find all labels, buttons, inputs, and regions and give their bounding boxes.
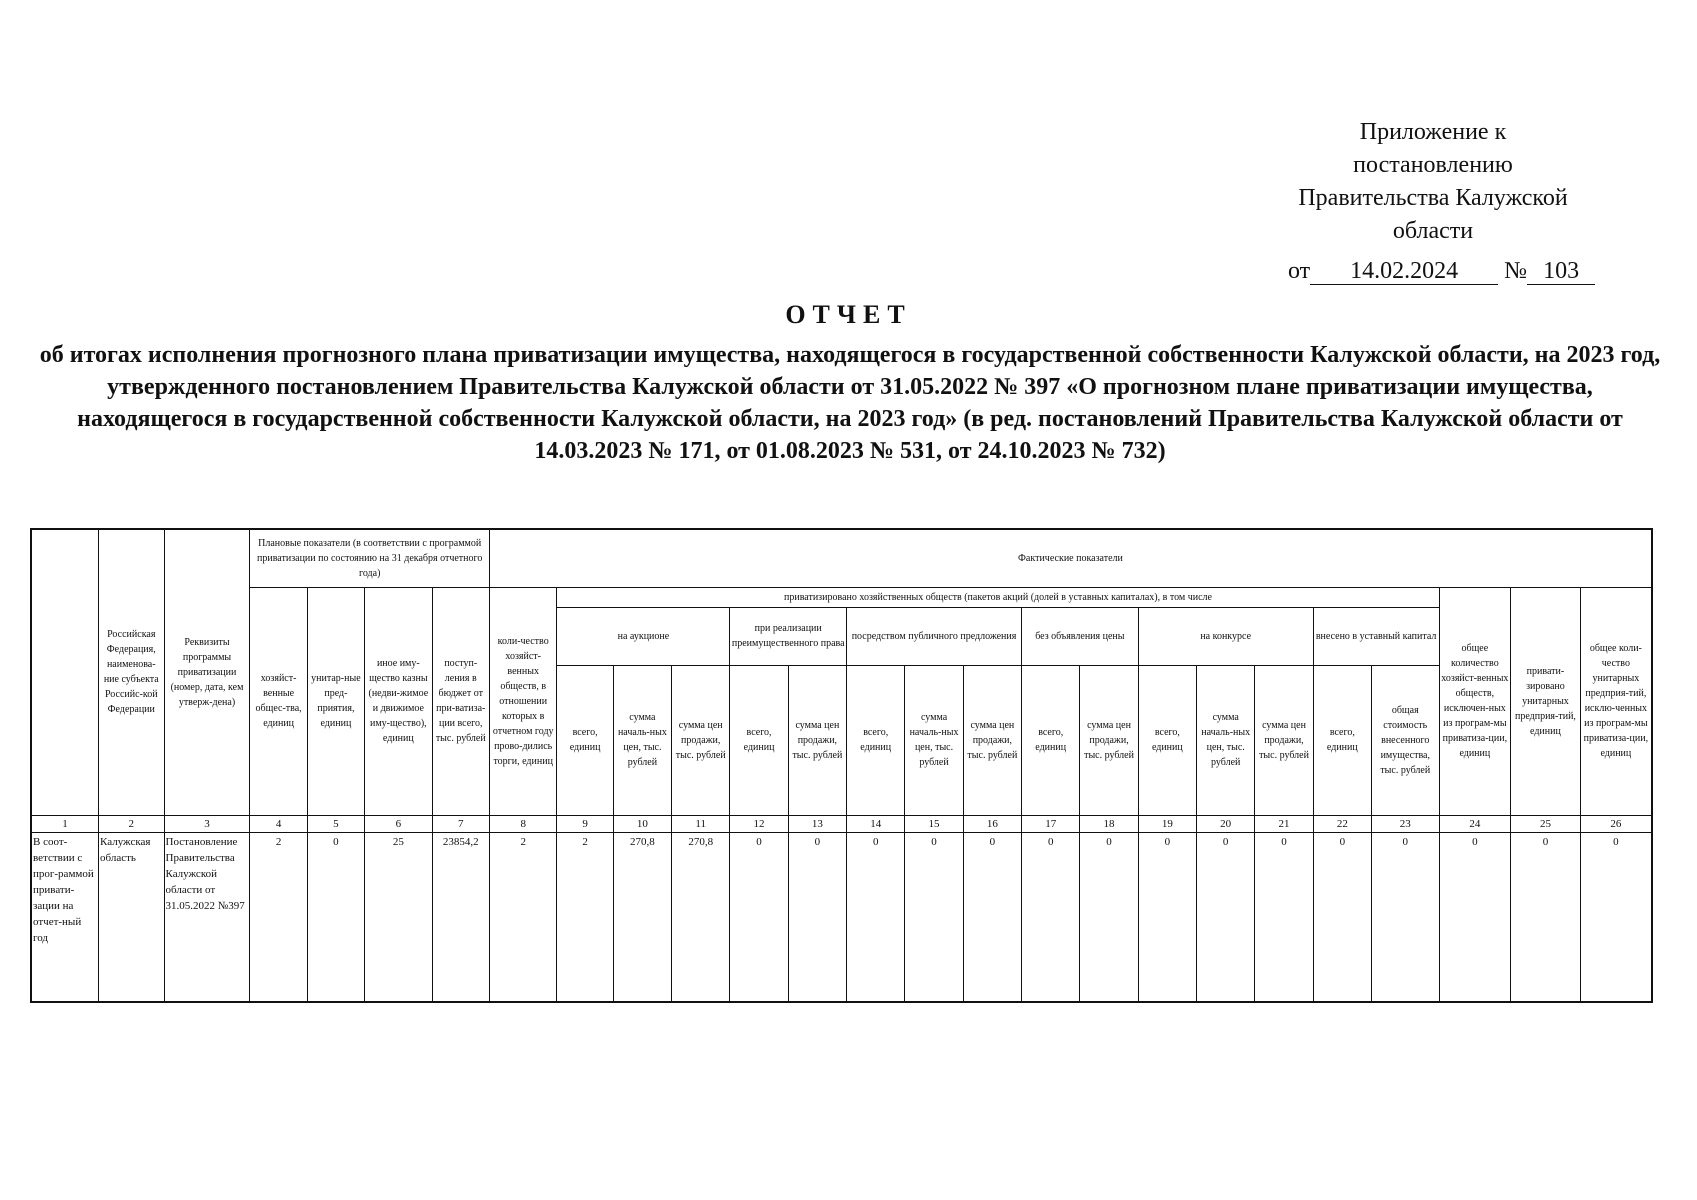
column-number: 11: [672, 815, 730, 832]
col-1-header: [31, 529, 99, 815]
col-20-header: сумма началь-ных цен, тыс. рублей: [1197, 665, 1255, 815]
column-number: 4: [250, 815, 307, 832]
column-number: 19: [1138, 815, 1196, 832]
row-cell-17: 0: [1022, 832, 1080, 1002]
row-cell-15: 0: [905, 832, 963, 1002]
row-cell-23: 0: [1372, 832, 1440, 1002]
col-15-header: сумма началь-ных цен, тыс. рублей: [905, 665, 963, 815]
decree-date-prefix: от: [1288, 258, 1311, 284]
col-9-header: всего, единиц: [557, 665, 613, 815]
row-cell-5: 0: [307, 832, 364, 1002]
appendix-line-4: области: [1392, 218, 1474, 244]
col-25-header: привати-зировано унитарных предприя-тий, единиц: [1511, 587, 1581, 815]
appendix-line-1: Приложение к: [1359, 119, 1507, 145]
col-3-header: Реквизиты программы приватизации (номер, дата, кем утверж-дена): [164, 529, 250, 815]
column-number: 9: [557, 815, 613, 832]
column-number: 24: [1439, 815, 1511, 832]
row-cell-19: 0: [1138, 832, 1196, 1002]
row-cell-6: 25: [365, 832, 433, 1002]
contest-group-header: на конкурсе: [1138, 607, 1313, 665]
decree-number: 103: [1527, 258, 1595, 285]
row-cell-14: 0: [847, 832, 905, 1002]
row-cell-8: 2: [489, 832, 557, 1002]
row-cell-24: 0: [1439, 832, 1511, 1002]
decree-number-sign: №: [1504, 258, 1528, 284]
column-number: 23: [1372, 815, 1440, 832]
plan-group-header: Плановые показатели (в соответствии с программой приватизации по состоянию на 31 декабря отчетного года): [250, 529, 489, 587]
col-17-header: всего, единиц: [1022, 665, 1080, 815]
no-price-group-header: без объявления цены: [1022, 607, 1139, 665]
row-cell-13: 0: [788, 832, 846, 1002]
row-cell-11: 270,8: [672, 832, 730, 1002]
col-7-header: поступ-ления в бюджет от при-ватиза-ции всего, тыс. рублей: [432, 587, 489, 815]
col-22-header: всего, единиц: [1313, 665, 1371, 815]
col-18-header: сумма цен продажи, тыс. рублей: [1080, 665, 1138, 815]
appendix-line-2: постановлению: [1353, 152, 1513, 178]
col-13-header: сумма цен продажи, тыс. рублей: [788, 665, 846, 815]
column-number: 15: [905, 815, 963, 832]
column-number: 10: [613, 815, 671, 832]
col-14-header: всего, единиц: [847, 665, 905, 815]
row-subject: Калужская область: [99, 832, 164, 1002]
col-11-header: сумма цен продажи, тыс. рублей: [672, 665, 730, 815]
col-5-header: унитар-ные пред-приятия, единиц: [307, 587, 364, 815]
row-cell-12: 0: [730, 832, 788, 1002]
row-cell-16: 0: [963, 832, 1021, 1002]
document-subtitle: об итогах исполнения прогнозного плана приватизации имущества, находящегося в государственной собственности Калужской области, на 2023 год, утвержденного постановлением Правительства Калужской области от 31.05.2022 № 397 «О прогнозном плане приватизации имущества, находящегося в государственной собственности Калужской области, на 2023 год» (в ред. постановлений Правительства Калужской области от 14.03.2023 № 171, от 01.08.2023 № 531, от 24.10.2023 № 732): [39, 342, 1661, 464]
column-number: 3: [164, 815, 250, 832]
col-21-header: сумма цен продажи, тыс. рублей: [1255, 665, 1313, 815]
col-26-header: общее коли-чество унитарных предприя-тий, исклю-ченных из програм-мы приватиза-ции, единиц: [1580, 587, 1652, 815]
col-16-header: сумма цен продажи, тыс. рублей: [963, 665, 1021, 815]
row-cell-21: 0: [1255, 832, 1313, 1002]
column-number: 22: [1313, 815, 1371, 832]
preemptive-group-header: при реализации преимущественного права: [730, 607, 847, 665]
row-program-details: Постановление Правительства Калужской области от 31.05.2022 №397: [164, 832, 250, 1002]
decree-date: 14.02.2024: [1310, 258, 1498, 285]
column-number: 17: [1022, 815, 1080, 832]
col-23-header: общая стоимость внесенного имущества, тыс. рублей: [1372, 665, 1440, 815]
appendix-line-3: Правительства Калужской: [1298, 185, 1568, 211]
row-cell-20: 0: [1197, 832, 1255, 1002]
column-number: 2: [99, 815, 164, 832]
col-10-header: сумма началь-ных цен, тыс. рублей: [613, 665, 671, 815]
column-number: 6: [365, 815, 433, 832]
decree-reference: [1288, 258, 1608, 285]
appendix-block: [1268, 116, 1598, 248]
column-number: 14: [847, 815, 905, 832]
row-cell-18: 0: [1080, 832, 1138, 1002]
column-number: 20: [1197, 815, 1255, 832]
row-cell-9: 2: [557, 832, 613, 1002]
column-number: 16: [963, 815, 1021, 832]
column-number: 18: [1080, 815, 1138, 832]
col-19-header: всего, единиц: [1138, 665, 1196, 815]
privatized-group-header: приватизировано хозяйственных обществ (пакетов акций (долей в уставных капиталах), в том числе: [557, 587, 1439, 607]
column-number: 26: [1580, 815, 1652, 832]
auction-group-header: на аукционе: [557, 607, 730, 665]
row-cell-4: 2: [250, 832, 307, 1002]
row-cell-22: 0: [1313, 832, 1371, 1002]
row-cell-26: 0: [1580, 832, 1652, 1002]
column-number: 12: [730, 815, 788, 832]
table-row: [31, 832, 1652, 1002]
col-6-header: иное иму-щество казны (недви-жимое и движимое иму-щество), единиц: [365, 587, 433, 815]
column-number: 5: [307, 815, 364, 832]
col-2-header: Российская Федерация, наименова-ние субъекта Российс-кой Федерации: [99, 529, 164, 815]
row-cell-10: 270,8: [613, 832, 671, 1002]
report-table: [30, 528, 1653, 1003]
column-number: 1: [31, 815, 99, 832]
col-4-header: хозяйст-венные общес-тва, единиц: [250, 587, 307, 815]
row-cell-7: 23854,2: [432, 832, 489, 1002]
row-cell-25: 0: [1511, 832, 1581, 1002]
column-number: 7: [432, 815, 489, 832]
col-24-header: общее количество хозяйст-венных обществ, исключен-ных из програм-мы приватиза-ции, единиц: [1439, 587, 1511, 815]
column-number: 8: [489, 815, 557, 832]
col-12-header: всего, единиц: [730, 665, 788, 815]
col-8-header: коли-чество хозяйст-венных обществ, в отношении которых в отчетном году прово-дились торги, единиц: [489, 587, 557, 815]
charter-capital-group-header: внесено в уставный капитал: [1313, 607, 1439, 665]
fact-group-header: Фактические показатели: [489, 529, 1652, 587]
column-number: 13: [788, 815, 846, 832]
column-number: 25: [1511, 815, 1581, 832]
column-numbers-row: [31, 815, 1652, 832]
column-number: 21: [1255, 815, 1313, 832]
row-basis: В соот-ветствии с прог-раммой привати-зации на отчет-ный год: [31, 832, 99, 1002]
document-title: ОТЧЕТ: [785, 300, 912, 329]
public-offer-group-header: посредством публичного предложения: [847, 607, 1022, 665]
